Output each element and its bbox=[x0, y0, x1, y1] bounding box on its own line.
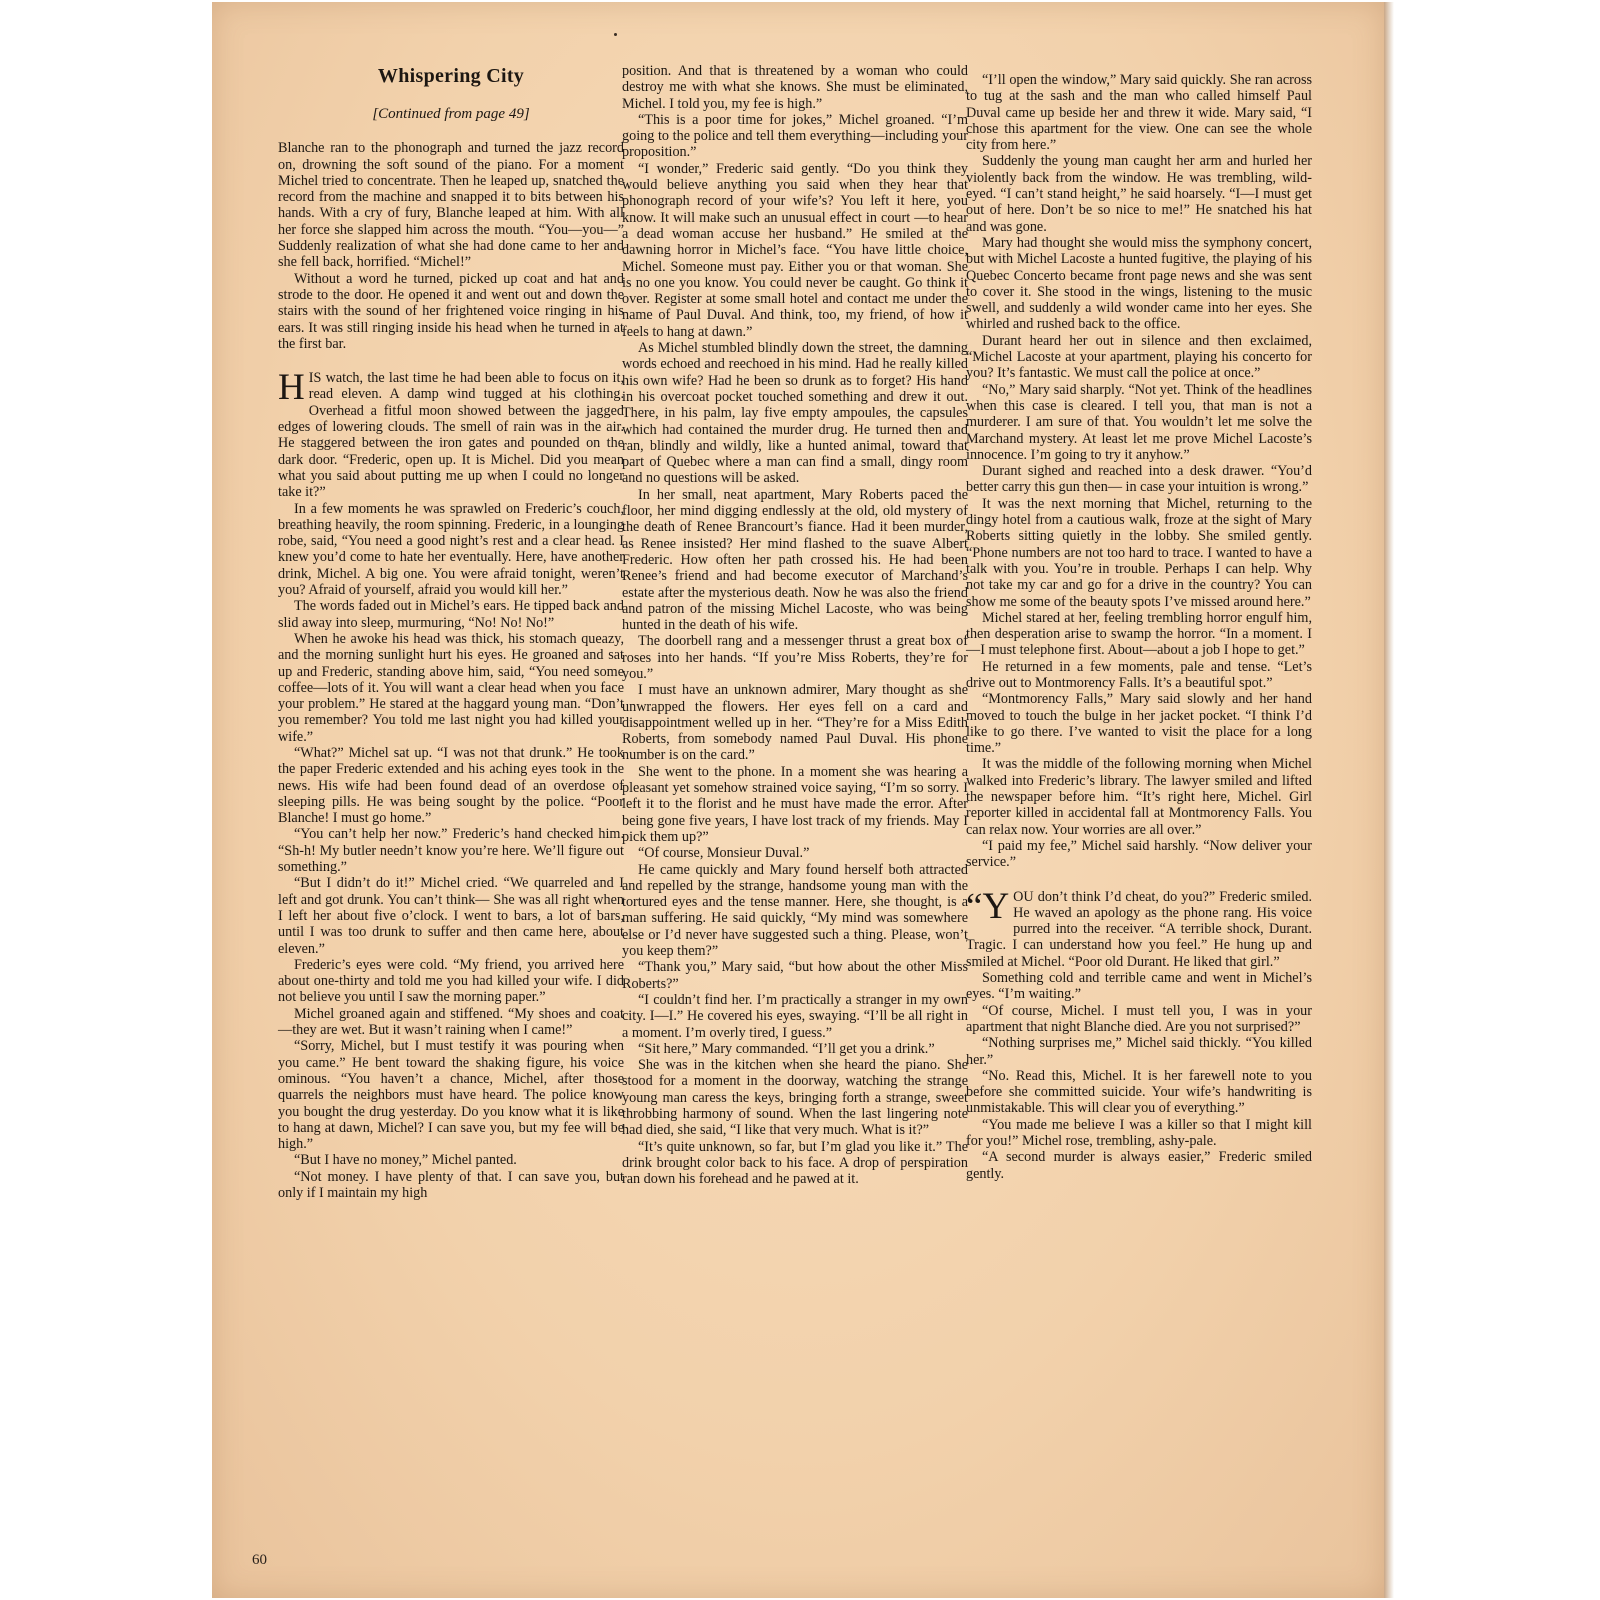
paragraph-text: She went to the phone. In a moment she was hearing a pleasant yet somehow strained voice saying, “I’m so sorry. I left it to the florist and he must have made the error. After being gone five years, I have lost track of my friends. May I pick them up?” bbox=[622, 763, 968, 845]
paragraph-text: Frederic’s eyes were cold. “My friend, you arrived here about one-thirty and told me you had killed your wife. I did not believe you until I saw the morning paper.” bbox=[278, 956, 624, 1006]
paragraph-text: Michel stared at her, feeling trembling horror engulf him, then desperation arise to swamp the horror. “In a moment. I—I must telephone first. About—about a job I hope to get.” bbox=[966, 609, 1312, 659]
paragraph-text: “But I didn’t do it!” Michel cried. “We quarreled and I left and got drunk. You can’t think— She was all right when I left her about five o’clock. I went to bars, a lot of bars, until I was too drunk to suffer and then came here, about eleven.” bbox=[278, 875, 624, 957]
paragraph-text: “You can’t help her now.” Frederic’s hand checked him. “Sh-h! My butler needn’t know you’re here. We’ll figure out something.” bbox=[278, 826, 624, 876]
paragraph-text: I must have an unknown admirer, Mary thought as she unwrapped the flowers. Her eyes fell on a card and disappointment welled up in her. “They’re for a Miss Edith Roberts, from somebody named Paul Duval. His phone number is on the card.” bbox=[622, 682, 968, 764]
column-1-body bbox=[278, 140, 624, 1201]
paragraph-text: “I wonder,” Frederic said gently. “Do you think they would believe anything you said when they hear that phonograph record of your wife’s? You left it here, you know. It will make such an unusual effect in court —to hear a dead woman accuse her husband.” He smiled at the dawning horror in Michel’s face. “You have little choice, Michel. Someone must pay. Either you or that woman. She is no one you know. You could never be caught. Go think it over. Register at some small hotel and contact me under the name of Paul Duval. And think, too, my friend, of how it feels to hang at dawn.” bbox=[622, 160, 968, 340]
drop-cap: Y bbox=[982, 885, 1010, 927]
paragraph bbox=[966, 1149, 1312, 1182]
paragraph-text: When he awoke his head was thick, his stomach queazy, and the morning sunlight hurt his eyes. He groaned and sat up and Frederic, standing above him, said, “You need some coffee—lots of it. You will want a clear head when you face your problem.” He stared at the haggard young man. “Don’t you remember? You told me last night you had killed your wife.” bbox=[278, 630, 624, 745]
paragraph bbox=[278, 745, 624, 826]
paragraph bbox=[278, 271, 624, 352]
paragraph-text: It was the next morning that Michel, returning to the dingy hotel from a cautious walk, froze at the sight of Mary Roberts sitting quietly in the lobby. She smiled gently. “Phone numbers are not too hard to trace. I wanted to have a talk with you. You’re in trouble. Perhaps I can help. Why not take my car and go for a drive in the country? You can show me some of the beauty spots I’ve missed around here.” bbox=[966, 495, 1312, 610]
column-2 bbox=[622, 63, 968, 1187]
paragraph bbox=[278, 598, 624, 631]
paragraph-text: He returned in a few moments, pale and tense. “Let’s drive out to Montmorency Falls. It’s a beautiful spot.” bbox=[966, 658, 1312, 691]
paragraph bbox=[622, 1139, 968, 1188]
paragraph-text: In a few moments he was sprawled on Frederic’s couch, breathing heavily, the room spinning. Frederic, in a lounging robe, said, “You need a good night’s rest and a clear head. I knew you’d come to hate her eventually. Here, have another drink, Michel. A big one. You were afraid tonight, weren’t you? Afraid of yourself, afraid you would kill her.” bbox=[278, 500, 624, 599]
paragraph-text: The words faded out in Michel’s ears. He tipped back and slid away into sleep, murmuring, “No! No! No!” bbox=[278, 598, 624, 631]
paragraph bbox=[966, 1117, 1312, 1150]
paragraph bbox=[966, 72, 1312, 153]
paragraph bbox=[966, 610, 1312, 659]
paragraph bbox=[966, 1035, 1312, 1068]
paragraph bbox=[278, 1006, 624, 1039]
paragraph bbox=[278, 957, 624, 1006]
paragraph bbox=[278, 1152, 624, 1168]
paragraph bbox=[622, 487, 968, 634]
paragraph bbox=[622, 992, 968, 1041]
article-title: Whispering City bbox=[377, 65, 525, 87]
paragraph-text: “Thank you,” Mary said, “but how about the other Miss Roberts?” bbox=[622, 959, 968, 992]
paragraph-text: “But I have no money,” Michel panted. bbox=[294, 1152, 517, 1169]
paragraph-text: “A second murder is always easier,” Frederic smiled gently. bbox=[966, 1149, 1312, 1182]
paragraph-text: “No. Read this, Michel. It is her farewell note to you before she committed suicide. Your wife’s handwriting is unmistakable. This will clear you of everything.” bbox=[966, 1067, 1312, 1117]
ink-speck bbox=[614, 33, 617, 36]
paragraph-text: “This is a poor time for jokes,” Michel groaned. “I’m going to the police and tell them everything—including your proposition.” bbox=[622, 111, 968, 161]
paragraph bbox=[966, 756, 1312, 837]
paragraph bbox=[622, 1041, 968, 1057]
paragraph-text: It was the middle of the following morning when Michel walked into Frederic’s library. The lawyer smiled and lifted the newspaper before him. “It’s right here, Michel. Girl reporter killed in accidental fall at Montmorency Falls. You can relax now. Your worries are all over.” bbox=[966, 756, 1312, 838]
paragraph bbox=[966, 333, 1312, 382]
paragraph bbox=[966, 885, 1312, 970]
paragraph bbox=[622, 764, 968, 845]
paragraph-text: “You made me believe I was a killer so that I might kill for you!” Michel rose, trembling, ashy-pale. bbox=[966, 1116, 1312, 1149]
paragraph-text: Michel groaned again and stiffened. “My shoes and coat—they are wet. But it wasn’t raining when I came!” bbox=[278, 1005, 624, 1039]
paragraph-text: “Sit here,” Mary commanded. “I’ll get you a drink.” bbox=[638, 1040, 935, 1057]
paragraph bbox=[966, 153, 1312, 234]
paragraph-text: “I paid my fee,” Michel said harshly. “Now deliver your service.” bbox=[966, 837, 1312, 871]
paragraph-text: “Of course, Michel. I must tell you, I was in your apartment that night Blanche died. Are you not surprised?” bbox=[966, 1002, 1312, 1035]
paragraph bbox=[966, 659, 1312, 692]
paragraph-text: The doorbell rang and a messenger thrust a great box of roses into her hands. “If you’re Miss Roberts, they’re for you.” bbox=[622, 633, 968, 682]
paragraph-text: “No,” Mary said sharply. “Not yet. Think of the headlines when this case is cleared. I tell you, that man is not a murderer. I am sure of that. You wouldn’t let me solve the Marchand mystery. At least let me prove Michel Lacoste’s innocence. I’m going to try it anyhow.” bbox=[966, 381, 1312, 463]
page-edge bbox=[1384, 2, 1394, 1598]
paragraph bbox=[966, 463, 1312, 496]
paragraph bbox=[622, 161, 968, 340]
paragraph-text: As Michel stumbled blindly down the street, the damning words echoed and reechoed in his mind. Had he really killed his own wife? Had he been so drunk as to forget? His hand in his overcoat pocket touched something and drew it out. There, in his palm, lay five empty ampoules, the capsules which had contained the murder drug. He turned then and ran, blindly and wildly, like a hunted animal, toward that part of Quebec where a man can find a small, dingy room and no questions will be asked. bbox=[622, 340, 968, 487]
paragraph bbox=[278, 1038, 624, 1152]
paragraph-text: position. And that is threatened by a woman who could destroy me with what she knows. She must be eliminated, Michel. I told you, my fee is high.” bbox=[622, 63, 968, 112]
paragraph bbox=[622, 845, 968, 861]
paragraph bbox=[278, 367, 624, 501]
paragraph-text: “It’s quite unknown, so far, but I’m glad you like it.” The drink brought color back to his face. A drop of perspiration ran down his forehead and he pawed at it. bbox=[622, 1138, 968, 1188]
drop-cap: H bbox=[278, 367, 305, 409]
paragraph-text: “I’ll open the window,” Mary said quickly. She ran across to tug at the sash and the man who called himself Paul Duval came up beside her and threw it wide. Mary said, “I chose this apartment for the view. One can see the whole city from here.” bbox=[966, 72, 1312, 154]
paragraph-text: Something cold and terrible came and went in Michel’s eyes. “I’m waiting.” bbox=[966, 970, 1312, 1003]
paragraph-text: He came quickly and Mary found herself both attracted and repelled by the strange, handsome young man with the tortured eyes and the tense manner. Here, she thought, is a man suffering. He said quickly, “My mind was somewhere else or I’d never have suggested such a thing. Please, won’t you keep them?” bbox=[622, 861, 968, 960]
paragraph bbox=[278, 826, 624, 875]
paragraph-text: “Sorry, Michel, but I must testify it was pouring when you came.” He bent toward the shaking figure, his voice ominous. “You haven’t a chance, Michel, after those quarrels the neighbors must have heard. The police know you bought the drug yesterday. Do you know what it is like to hang at dawn, Michel? I can save you, but my fee will be high.” bbox=[278, 1038, 624, 1153]
paragraph bbox=[278, 140, 624, 270]
paragraph bbox=[966, 1068, 1312, 1117]
paragraph bbox=[966, 970, 1312, 1003]
paragraph bbox=[278, 631, 624, 745]
paragraph bbox=[622, 862, 968, 960]
page-number: 60 bbox=[252, 1552, 267, 1568]
paragraph-text: In her small, neat apartment, Mary Roberts paced the floor, her mind digging endlessly at the old, old mystery of the death of Renee Brancourt’s fiance. Had it been murder, as Renee insisted? Her mind flashed to the suave Albert Frederic. How often her path crossed his. He had been Renee’s friend and had become executor of Marchand’s estate after the mysterious death. Now he was also the friend and patron of the missing Michel Lacoste, who was being hunted in the death of his wife. bbox=[622, 486, 968, 634]
paragraph-text: “Of course, Monsieur Duval.” bbox=[638, 845, 810, 862]
column-3-body bbox=[966, 72, 1312, 1182]
paragraph-text: Without a word he turned, picked up coat and hat and strode to the door. He opened it and went out and down the stairs with the sound of her frightened voice ringing in his ears. It was still ringing inside his head when he turned in at the first bar. bbox=[278, 270, 624, 352]
paragraph-text: “Montmorency Falls,” Mary said slowly and her hand moved to touch the bulge in her jacket pocket. “I think I’d like to go there. I’ve wanted to visit the place for a long time.” bbox=[966, 691, 1312, 757]
paragraph-text: IS watch, the last time he had been able to focus on it, read eleven. A damp wind tugged at his clothing. Overhead a fitful moon showed between the jagged edges of lowering clouds. The smell of rain was in the air. He staggered between the iron gates and pounded on the dark door. “Frederic, open up. It is Michel. Did you mean what you said about putting me up when I could no longer take it?” bbox=[278, 370, 624, 501]
paragraph-text: Blanche ran to the phonograph and turned the jazz record on, drowning the soft sound of the piano. For a moment Michel tried to concentrate. Then he leaped up, snatched the record from the machine and snapped it to bits between his hands. With a cry of fury, Blanche leaped at him. With all her force she slapped him across the mouth. “You—you—” Suddenly realization of what she had done came to her and she fell back, horrified. “Michel!” bbox=[278, 140, 624, 271]
dropcap-quote: “ bbox=[966, 885, 983, 927]
paragraph-text: Suddenly the young man caught her arm and hurled her violently back from the window. He was trembling, wild-eyed. “I can’t stand height,” he said hoarsely. “I—I must get out of here. Don’t be so nice to me!” He snatched his hat and was gone. bbox=[966, 153, 1312, 235]
paragraph-text: “I couldn’t find her. I’m practically a stranger in my own city. I—I.” He covered his eyes, swaying. “I’ll be all right in a moment. I’m overly tired, I guess.” bbox=[622, 991, 968, 1041]
paragraph bbox=[966, 691, 1312, 756]
paragraph bbox=[278, 1169, 624, 1202]
paragraph-text: Mary had thought she would miss the symphony concert, but with Michel Lacoste a hunted fugitive, the playing of his Quebec Concerto became front page news and she was sent to cover it. She stood in the wings, listening to the music swell, and suddenly a wild wonder came into her eyes. She whirled and rushed back to the office. bbox=[966, 234, 1312, 333]
paragraph bbox=[966, 496, 1312, 610]
paragraph-text: “Not money. I have plenty of that. I can save you, but only if I maintain my high bbox=[278, 1168, 624, 1201]
paragraph bbox=[278, 501, 624, 599]
column-3 bbox=[966, 72, 1312, 1182]
paragraph bbox=[622, 682, 968, 763]
paragraph bbox=[622, 959, 968, 992]
paragraph bbox=[278, 875, 624, 956]
column-2-body bbox=[622, 63, 968, 1187]
paragraph bbox=[622, 63, 968, 112]
paragraph-text: She was in the kitchen when she heard the piano. She stood for a moment in the doorway, watching the strange young man caress the keys, bringing forth a strange, sweet throbbing harmony of sound. When the last lingering note had died, she said, “I like that very much. What is it?” bbox=[622, 1057, 968, 1139]
paragraph bbox=[966, 838, 1312, 871]
paragraph bbox=[966, 235, 1312, 333]
paragraph bbox=[622, 112, 968, 161]
column-1 bbox=[278, 58, 624, 1201]
paragraph-text: “Nothing surprises me,” Michel said thickly. “You killed her.” bbox=[966, 1035, 1312, 1068]
paragraph-text: Durant sighed and reached into a desk drawer. “You’d better carry this gun then— in case your intuition is wrong.” bbox=[966, 463, 1312, 496]
paragraph bbox=[622, 633, 968, 682]
paragraph bbox=[966, 1003, 1312, 1036]
paragraph bbox=[966, 382, 1312, 463]
paragraph bbox=[622, 1057, 968, 1138]
paragraph-text: OU don’t think I’d cheat, do you?” Frederic smiled. He waved an apology as the phone rang. His voice purred into the receiver. “A terrible shock, Durant. Tragic. I can understand how you feel.” He hung up and smiled at Michel. “Poor old Durant. He liked that girl.” bbox=[966, 888, 1312, 970]
paragraph-text: Durant heard her out in silence and then exclaimed, “Michel Lacoste at your apartment, playing his concerto for you? It’s fantastic. We must call the police at once.” bbox=[966, 332, 1312, 382]
paragraph-text: “What?” Michel sat up. “I was not that drunk.” He took the paper Frederic extended and his aching eyes took in the news. His wife had been found dead of an overdose of sleeping pills. He was being sought by the police. “Poor Blanche! I must go home.” bbox=[278, 744, 624, 827]
paragraph bbox=[622, 340, 968, 487]
continued-note: [Continued from page 49] bbox=[372, 106, 530, 122]
